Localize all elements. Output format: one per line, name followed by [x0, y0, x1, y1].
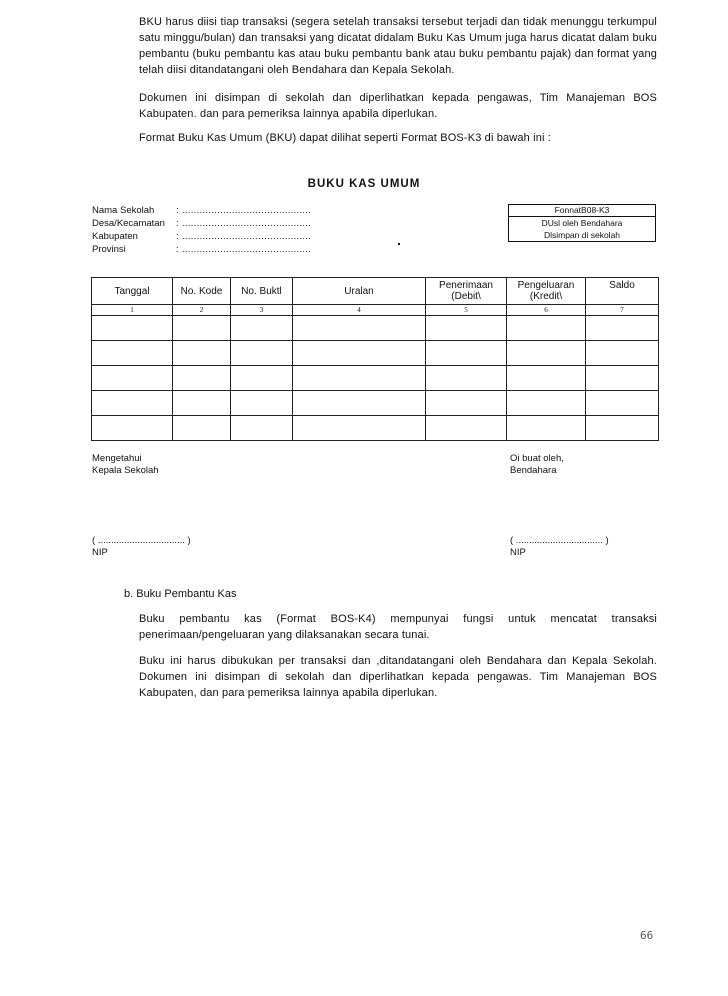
- field-label: Desa/Kecamatan: [92, 218, 165, 229]
- nip-label: NIP: [92, 547, 108, 558]
- col-number: 1: [92, 305, 173, 316]
- col-number: 3: [231, 305, 293, 316]
- field-value: : ............................................: [176, 205, 312, 216]
- form-title: BUKU KAS UMUM: [307, 178, 421, 190]
- intro-paragraph-3: [139, 130, 657, 146]
- table-header-row: [92, 278, 659, 305]
- field-label: Provinsi: [92, 244, 126, 255]
- signature-left-name: [92, 535, 191, 559]
- text-line: telah diisi ditandatangani oleh Bendahara dan Kepala Sekolah.: [139, 64, 455, 76]
- text-line: penerimaan/pengeluaran yang dilaksanakan secara tunai.: [139, 629, 430, 641]
- text-line: Kabupaten. dan para pemeriksa lainnya apabila diperlukan.: [139, 108, 438, 120]
- signature-right-block: [510, 453, 564, 477]
- col-header-saldo: Saldo: [586, 278, 659, 305]
- sig-kepala-sekolah: Kepala Sekolah: [92, 465, 159, 476]
- text-line: Format Buku Kas Umum (BKU) dapat dilihat seperti Format BOS-K3 di bawah ini :: [139, 132, 551, 144]
- col-number: 7: [586, 305, 659, 316]
- nip-label: NIP: [510, 547, 526, 558]
- section-b-paragraph-2: [139, 653, 657, 701]
- signature-right-name: [510, 535, 609, 559]
- name-line: ( ................................. ): [510, 535, 609, 546]
- text-line: Dokumen ini disimpan di sekolah dan diperlihatkan kepada pengawas. Tim Manajeman BOS: [139, 671, 657, 683]
- bku-table: [91, 277, 659, 441]
- col-number: 6: [507, 305, 586, 316]
- table-number-row: [92, 305, 659, 316]
- sig-mengetahui: Mengetahui: [92, 453, 142, 464]
- sig-bendahara: Bendahara: [510, 465, 557, 476]
- text-line: Kabupaten, dan para pemeriksa lainnya apabila diperlukan.: [139, 687, 438, 699]
- section-b-heading: b. Buku Pembantu Kas: [124, 588, 237, 600]
- intro-paragraph-2: [139, 90, 657, 122]
- page-number: 66: [640, 929, 654, 942]
- text-line: Dokumen ini disimpan di sekolah dan diperlihatkan kepada pengawas, Tim Manajeman BOS: [139, 92, 657, 104]
- field-value: : ............................................: [176, 231, 312, 242]
- sig-dibuat-oleh: Oi buat oleh,: [510, 453, 564, 464]
- col-header-no-kode: No. Kode: [173, 278, 231, 305]
- table-row: [92, 391, 659, 416]
- format-note-1: DUsl oleh Bendahara: [541, 218, 623, 228]
- text-line: pembantu (buku pembantu kas atau buku pembantu bank atau buku pembantu pajak) dan format yang: [139, 48, 657, 60]
- text-line: BKU harus diisi tiap transaksi (segera setelah transaksi tersebut terjadi dan tidak menunggu terkumpul: [139, 16, 657, 28]
- field-label: Nama Sekolah: [92, 205, 155, 216]
- table-row: [92, 316, 659, 341]
- col-number: 5: [426, 305, 507, 316]
- format-note-2: Dlsimpan di sekolah: [543, 230, 621, 240]
- section-b-paragraph-1: [139, 611, 657, 643]
- table-row: [92, 366, 659, 391]
- col-header-no-bukti: No. Buktl: [231, 278, 293, 305]
- table-row: [92, 416, 659, 441]
- text-line: Buku ini harus dibukukan per transaksi dan ,ditandatangani oleh Bendahara dan Kepala Sekolah.: [139, 655, 657, 667]
- stray-mark: [398, 243, 400, 245]
- format-code-box: [508, 204, 656, 242]
- field-value: : ............................................: [176, 244, 312, 255]
- field-label: Kabupaten: [92, 231, 138, 242]
- field-value: : ............................................: [176, 218, 312, 229]
- col-number: 2: [173, 305, 231, 316]
- col-number: 4: [293, 305, 426, 316]
- name-line: ( ................................. ): [92, 535, 191, 546]
- intro-paragraph-1: [139, 14, 657, 78]
- signature-left-block: [92, 453, 159, 477]
- text-line: satu minggu/bulan) dan transaksi yang dicatat didalam Buku Kas Umum juga harus dicatat dalam buku: [139, 32, 657, 44]
- col-header-pengeluaran: Pengeluaran (Kredit\: [507, 278, 586, 305]
- col-header-uraian: Uralan: [293, 278, 426, 305]
- col-header-penerimaan: Penerimaan (Debit\: [426, 278, 507, 305]
- table-row: [92, 341, 659, 366]
- col-header-tanggal: Tanggal: [92, 278, 173, 305]
- format-code: FonnatB08-K3: [509, 205, 655, 217]
- text-line: Buku pembantu kas (Format BOS-K4) mempunyai fungsi untuk mencatat transaksi: [139, 613, 657, 625]
